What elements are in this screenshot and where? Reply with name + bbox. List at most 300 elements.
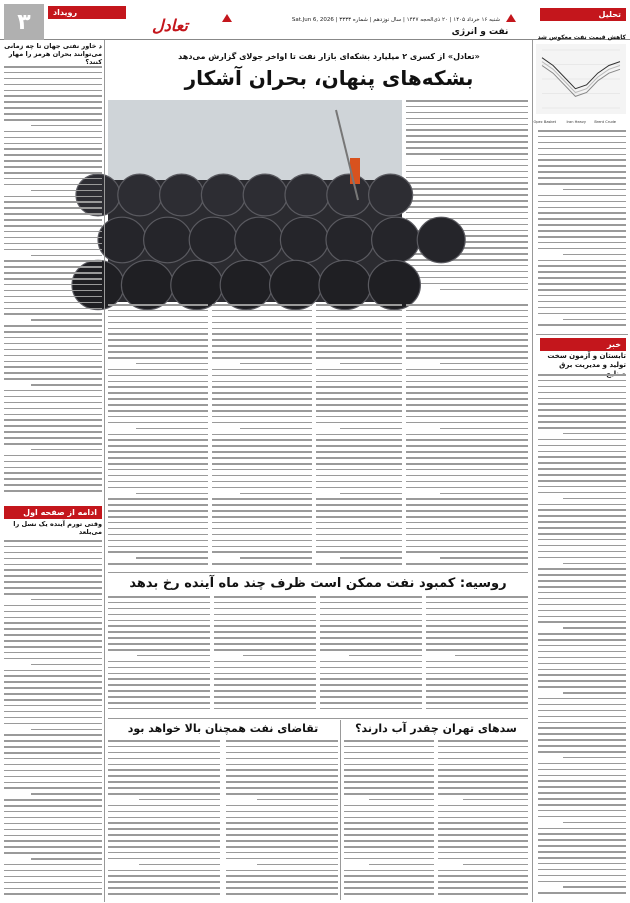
- text-line: [4, 882, 102, 884]
- text-line: [214, 690, 316, 692]
- text-line: [4, 107, 102, 109]
- text-line: [136, 557, 208, 559]
- section-title: نفت و انرژی: [451, 27, 509, 37]
- text-line: [406, 310, 528, 312]
- text-line: [538, 810, 626, 812]
- text-line: [538, 462, 626, 464]
- text-line: [538, 260, 626, 262]
- text-line: [4, 84, 102, 86]
- text-line: [538, 201, 626, 203]
- text-line: [538, 468, 626, 470]
- text-line: [108, 451, 208, 453]
- text-line: [406, 351, 528, 353]
- text-line: [4, 272, 102, 274]
- dams-body-col-2: [344, 740, 434, 900]
- text-line: [316, 551, 402, 553]
- text-line: [4, 237, 102, 239]
- text-line: [226, 875, 338, 877]
- text-line: [320, 702, 422, 704]
- text-line: [406, 200, 528, 202]
- text-line: [316, 498, 402, 500]
- text-line: [108, 881, 220, 883]
- text-line: [406, 563, 528, 565]
- text-line: [214, 678, 316, 680]
- text-line: [31, 255, 102, 257]
- main-body-col-3: [212, 304, 312, 570]
- text-line: [316, 351, 402, 353]
- text-line: [538, 610, 626, 612]
- text-line: [538, 633, 626, 635]
- text-line: [426, 673, 528, 675]
- barrel: [121, 260, 173, 309]
- text-line: [108, 637, 210, 639]
- text-line: [4, 799, 102, 801]
- analysis-body-text: [538, 130, 626, 332]
- text-line: [212, 316, 312, 318]
- text-line: [136, 428, 208, 430]
- text-line: [226, 752, 338, 754]
- text-line: [406, 375, 528, 377]
- text-line: [4, 113, 102, 115]
- text-line: [406, 182, 528, 184]
- text-line: [212, 434, 312, 436]
- text-line: [426, 696, 528, 698]
- text-line: [108, 631, 210, 633]
- demand-body-col-1: [226, 740, 338, 900]
- text-line: [4, 66, 102, 68]
- text-line: [108, 805, 220, 807]
- text-line: [4, 640, 102, 642]
- text-line: [4, 260, 102, 262]
- barrel: [285, 174, 329, 216]
- text-line: [4, 687, 102, 689]
- text-line: [212, 375, 312, 377]
- text-line: [426, 684, 528, 686]
- text-line: [316, 434, 402, 436]
- text-line: [538, 527, 626, 529]
- text-line: [538, 427, 626, 429]
- legend-entry: Iran Heavy: [566, 120, 586, 124]
- text-line: [316, 475, 402, 477]
- text-line: [212, 504, 312, 506]
- text-line: [4, 893, 102, 895]
- text-line: [4, 569, 102, 571]
- text-line: [212, 522, 312, 524]
- barrel: [160, 174, 204, 216]
- text-line: [406, 345, 528, 347]
- barrel: [235, 217, 283, 263]
- text-line: [563, 692, 626, 694]
- text-line: [538, 739, 626, 741]
- text-line: [538, 592, 626, 594]
- text-line: [406, 333, 528, 335]
- text-line: [4, 143, 102, 145]
- text-line: [320, 614, 422, 616]
- text-line: [538, 218, 626, 220]
- text-line: [344, 811, 434, 813]
- text-line: [212, 398, 312, 400]
- main-headline: بشکه‌های پنهان، بحران آشکار: [184, 66, 474, 90]
- text-line: [4, 437, 102, 439]
- text-line: [226, 740, 338, 742]
- text-line: [108, 392, 208, 394]
- text-line: [108, 398, 208, 400]
- text-line: [316, 451, 402, 453]
- text-line: [4, 805, 102, 807]
- text-line: [4, 337, 102, 339]
- main-body-col-4: [108, 304, 208, 570]
- text-line: [4, 835, 102, 837]
- text-line: [108, 602, 210, 604]
- text-line: [406, 304, 528, 306]
- text-line: [31, 125, 102, 127]
- text-line: [4, 231, 102, 233]
- text-line: [538, 392, 626, 394]
- text-line: [4, 361, 102, 363]
- text-line: [4, 622, 102, 624]
- text-line: [406, 147, 528, 149]
- text-line: [406, 451, 528, 453]
- text-line: [108, 758, 220, 760]
- text-line: [538, 295, 626, 297]
- left-headline-2: وقتی تورم آینده یک نسل را می‌بلعد: [13, 520, 102, 536]
- text-line: [426, 620, 528, 622]
- text-line: [538, 130, 626, 132]
- text-line: [426, 596, 528, 598]
- text-line: [31, 858, 102, 860]
- text-line: [438, 752, 528, 754]
- text-line: [406, 171, 528, 173]
- text-line: [4, 78, 102, 80]
- text-line: [406, 551, 528, 553]
- text-line: [538, 616, 626, 618]
- text-line: [4, 734, 102, 736]
- text-line: [212, 457, 312, 459]
- text-line: [538, 745, 626, 747]
- text-line: [108, 764, 220, 766]
- text-line: [226, 840, 338, 842]
- barrel: [270, 260, 322, 309]
- barrel: [189, 217, 237, 263]
- oil-demand-headline: تقاضای نفت همچنان بالا خواهد بود: [127, 722, 319, 735]
- text-line: [438, 746, 528, 748]
- text-line: [31, 729, 102, 731]
- text-line: [4, 817, 102, 819]
- text-line: [4, 705, 102, 707]
- text-line: [4, 593, 102, 595]
- text-line: [4, 331, 102, 333]
- text-line: [438, 887, 528, 889]
- text-line: [538, 171, 626, 173]
- text-line: [426, 708, 528, 710]
- text-line: [4, 811, 102, 813]
- text-line: [538, 456, 626, 458]
- text-line: [538, 307, 626, 309]
- text-line: [538, 236, 626, 238]
- text-line: [4, 581, 102, 583]
- text-line: [212, 546, 312, 548]
- text-line: [108, 643, 210, 645]
- text-line: [316, 439, 402, 441]
- text-line: [4, 148, 102, 150]
- text-line: [406, 434, 528, 436]
- text-line: [108, 696, 210, 698]
- text-line: [108, 887, 220, 889]
- legend-entry: Brent Crude: [594, 120, 616, 124]
- text-line: [108, 504, 208, 506]
- text-line: [406, 141, 528, 143]
- text-line: [406, 218, 528, 220]
- text-line: [108, 316, 208, 318]
- text-line: [4, 243, 102, 245]
- text-line: [406, 165, 528, 167]
- text-line: [538, 669, 626, 671]
- text-line: [4, 461, 102, 463]
- text-line: [538, 680, 626, 682]
- text-line: [406, 369, 528, 371]
- text-line: [4, 72, 102, 74]
- text-line: [538, 869, 626, 871]
- text-line: [226, 793, 338, 795]
- text-line: [4, 693, 102, 695]
- text-line: [212, 322, 312, 324]
- text-line: [4, 378, 102, 380]
- text-line: [108, 540, 208, 542]
- text-line: [438, 811, 528, 813]
- column-divider: [532, 40, 533, 902]
- text-line: [426, 631, 528, 633]
- text-line: [320, 673, 422, 675]
- russia-body-col-2: [320, 596, 422, 716]
- text-line: [438, 775, 528, 777]
- triangle-icon: [506, 14, 516, 22]
- text-line: [212, 439, 312, 441]
- text-line: [4, 137, 102, 139]
- text-line: [426, 661, 528, 663]
- text-line: [4, 213, 102, 215]
- text-line: [316, 339, 402, 341]
- text-line: [438, 781, 528, 783]
- divider: [108, 572, 528, 573]
- text-line: [538, 380, 626, 382]
- news-headline: تابستان و آزمون سخت تولید و مدیریت برق: [547, 352, 626, 369]
- text-line: [214, 608, 316, 610]
- text-line: [212, 357, 312, 359]
- text-line: [4, 852, 102, 854]
- text-line: [406, 498, 528, 500]
- text-line: [538, 674, 626, 676]
- text-line: [214, 708, 316, 710]
- text-line: [108, 522, 208, 524]
- text-line: [538, 586, 626, 588]
- text-line: [316, 375, 402, 377]
- text-line: [4, 296, 102, 298]
- text-line: [108, 386, 208, 388]
- text-line: [438, 840, 528, 842]
- newspaper-logo: تعادل: [152, 16, 188, 35]
- text-line: [538, 551, 626, 553]
- text-line: [344, 822, 434, 824]
- text-line: [108, 357, 208, 359]
- text-line: [226, 858, 338, 860]
- text-line: [538, 159, 626, 161]
- text-line: [108, 516, 208, 518]
- text-line: [139, 799, 220, 801]
- text-line: [538, 639, 626, 641]
- text-line: [4, 472, 102, 474]
- text-line: [316, 445, 402, 447]
- text-line: [406, 316, 528, 318]
- text-line: [320, 643, 422, 645]
- text-line: [4, 402, 102, 404]
- text-line: [538, 851, 626, 853]
- text-line: [538, 207, 626, 209]
- text-line: [344, 787, 434, 789]
- text-line: [538, 828, 626, 830]
- text-line: [4, 101, 102, 103]
- text-line: [108, 469, 208, 471]
- text-line: [316, 316, 402, 318]
- text-line: [108, 822, 220, 824]
- text-line: [316, 540, 402, 542]
- text-line: [538, 651, 626, 653]
- text-line: [426, 643, 528, 645]
- text-line: [4, 782, 102, 784]
- text-line: [538, 277, 626, 279]
- text-line: [4, 172, 102, 174]
- text-line: [538, 439, 626, 441]
- barrel: [201, 174, 245, 216]
- text-line: [108, 422, 208, 424]
- text-line: [538, 727, 626, 729]
- text-line: [538, 574, 626, 576]
- text-line: [4, 131, 102, 133]
- text-line: [212, 563, 312, 565]
- text-line: [538, 657, 626, 659]
- text-line: [4, 764, 102, 766]
- text-line: [226, 881, 338, 883]
- text-line: [538, 374, 626, 376]
- text-line: [320, 649, 422, 651]
- text-line: [316, 510, 402, 512]
- text-line: [4, 540, 102, 542]
- barrel: [243, 174, 287, 216]
- text-line: [4, 414, 102, 416]
- text-line: [538, 775, 626, 777]
- text-line: [214, 643, 316, 645]
- text-line: [538, 686, 626, 688]
- text-line: [108, 870, 220, 872]
- text-line: [316, 422, 402, 424]
- text-line: [214, 620, 316, 622]
- left-body-text-2: [4, 540, 102, 900]
- text-line: [212, 451, 312, 453]
- text-line: [344, 875, 434, 877]
- text-line: [316, 504, 402, 506]
- text-line: [320, 602, 422, 604]
- text-line: [426, 608, 528, 610]
- text-line: [108, 667, 210, 669]
- text-line: [108, 322, 208, 324]
- text-line: [108, 846, 220, 848]
- text-line: [344, 775, 434, 777]
- text-line: [538, 763, 626, 765]
- text-line: [406, 381, 528, 383]
- text-line: [406, 277, 528, 279]
- text-line: [538, 195, 626, 197]
- text-line: [226, 758, 338, 760]
- text-line: [438, 893, 528, 895]
- text-line: [212, 540, 312, 542]
- text-line: [108, 649, 210, 651]
- main-body-col-2: [316, 304, 402, 570]
- text-line: [4, 670, 102, 672]
- text-line: [406, 212, 528, 214]
- text-line: [320, 667, 422, 669]
- text-line: [406, 386, 528, 388]
- text-line: [226, 781, 338, 783]
- text-line: [538, 621, 626, 623]
- kicker: «تعادل» از کسری ۲ میلیارد بشکه‌ای بازار نفت تا اواخر جولای گزارش می‌دهد: [178, 52, 480, 61]
- text-line: [212, 404, 312, 406]
- text-line: [226, 811, 338, 813]
- text-line: [406, 540, 528, 542]
- barrel: [171, 260, 223, 309]
- text-line: [240, 557, 312, 559]
- text-line: [316, 304, 402, 306]
- text-line: [139, 864, 220, 866]
- text-line: [4, 372, 102, 374]
- analysis-tab: تحلیل: [540, 8, 626, 21]
- dams-body-col-1: [438, 740, 528, 900]
- text-line: [4, 325, 102, 327]
- text-line: [440, 557, 528, 559]
- text-line: [108, 875, 220, 877]
- text-line: [4, 675, 102, 677]
- text-line: [316, 546, 402, 548]
- text-line: [226, 870, 338, 872]
- text-line: [214, 631, 316, 633]
- text-line: [438, 822, 528, 824]
- text-line: [369, 799, 434, 801]
- text-line: [438, 787, 528, 789]
- text-line: [108, 534, 208, 536]
- text-line: [406, 463, 528, 465]
- text-line: [212, 381, 312, 383]
- text-line: [212, 475, 312, 477]
- text-line: [538, 751, 626, 753]
- text-line: [538, 839, 626, 841]
- text-line: [316, 534, 402, 536]
- text-line: [4, 740, 102, 742]
- text-line: [4, 455, 102, 457]
- text-line: [455, 655, 528, 657]
- text-line: [316, 481, 402, 483]
- text-line: [108, 661, 210, 663]
- text-line: [108, 510, 208, 512]
- text-line: [406, 398, 528, 400]
- text-line: [538, 289, 626, 291]
- text-line: [226, 893, 338, 895]
- text-line: [538, 445, 626, 447]
- text-line: [108, 498, 208, 500]
- text-line: [31, 190, 102, 192]
- text-line: [212, 339, 312, 341]
- text-line: [538, 301, 626, 303]
- text-line: [406, 457, 528, 459]
- text-line: [212, 351, 312, 353]
- text-line: [108, 546, 208, 548]
